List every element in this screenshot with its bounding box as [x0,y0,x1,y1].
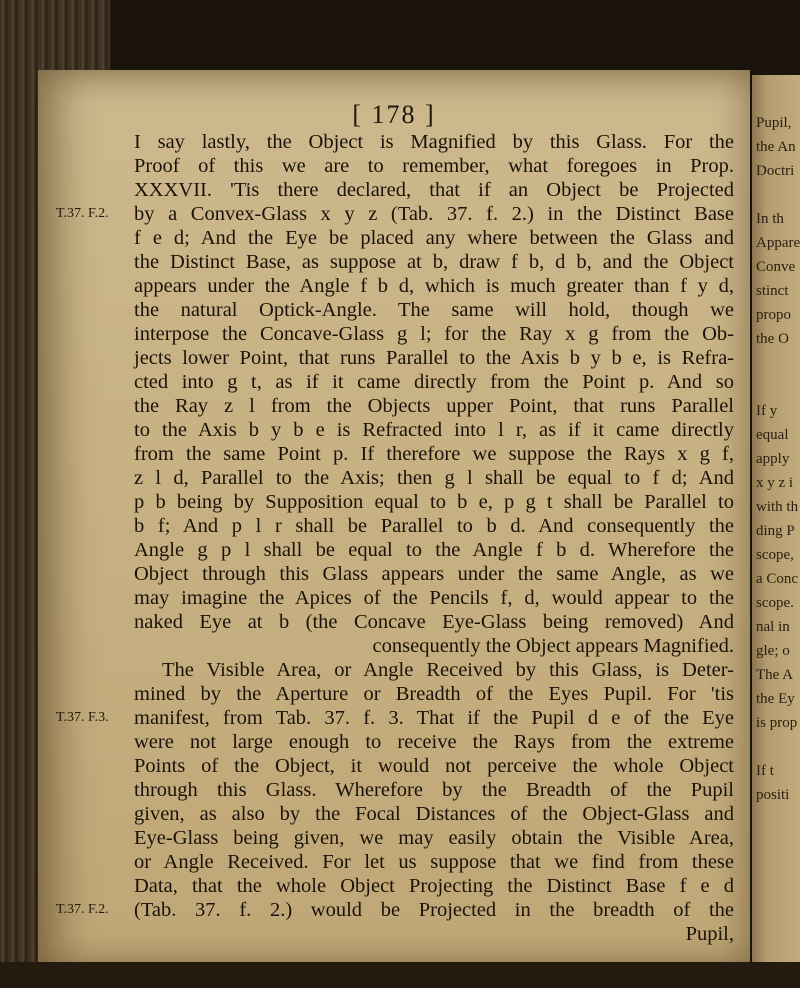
facing-page-fragment: Appare [756,235,800,251]
text-line: may imagine the Apices of the Pencils f, d, would appear to the [134,587,734,609]
facing-page-fragment: propo [756,307,791,323]
facing-page-fragment: the O [756,331,789,347]
text-line: XXXVII. 'Tis there declared, that if an Object be Projected [134,179,734,201]
text-line: through this Glass. Wherefore by the Breadth of the Pupil [134,779,734,801]
text-line: Proof of this we are to remember, what foregoes in Prop. [134,155,734,177]
margin-note: T.37. F.2. [56,902,109,917]
facing-page-fragment: apply [756,451,790,467]
text-line: or Angle Received. For let us suppose that we find from these [134,851,734,873]
text-line: from the same Point p. If therefore we suppose the Rays x g f, [134,443,734,465]
text-line: interpose the Concave-Glass g l; for the Ray x g from the Ob- [134,323,734,345]
text-line: The Visible Area, or Angle Received by this Glass, is Deter- [162,659,734,681]
facing-page-fragment: In th [756,211,784,227]
facing-page-fragment: positi [756,787,790,803]
text-line: b f; And p l r shall be Parallel to b d. And consequently the [134,515,734,537]
text-line: z l d, Parallel to the Axis; then g l shall be equal to f d; And [134,467,734,489]
text-line: p b being by Supposition equal to b e, p g t shall be Parallel to [134,491,734,513]
text-line: manifest, from Tab. 37. f. 3. That if the Pupil d e of the Eye [134,707,734,729]
facing-page-fragment: Pupil, [756,115,792,131]
text-line: the Distinct Base, as suppose at b, draw f b, d b, and the Object [134,251,734,273]
facing-page-fragment: is prop [756,715,798,731]
text-line: Angle g p l shall be equal to the Angle f b d. Wherefore the [134,539,734,561]
page-number-header: [ 178 ] [352,100,436,129]
facing-page-fragment: gle; o [756,643,790,659]
text-line: Pupil, [685,923,734,945]
facing-page-fragment: nal in [756,619,790,635]
facing-page-fragment: equal [756,427,789,443]
text-line: by a Convex-Glass x y z (Tab. 37. f. 2.) in the Distinct Base [134,203,734,225]
facing-page-fragment: scope, [756,547,794,563]
facing-page-fragment: scope. [756,595,794,611]
text-line: cted into g t, as if it came directly from the Point p. And so [134,371,734,393]
text-line: Points of the Object, it would not perceive the whole Object [134,755,734,777]
text-line: appears under the Angle f b d, which is much greater than f y d, [134,275,734,297]
facing-page-fragment: Conve [756,259,796,275]
facing-page-fragment: the An [756,139,796,155]
facing-page-fragment: a Conc [756,571,799,587]
facing-page-fragment: x y z i [756,475,794,491]
margin-note: T.37. F.2. [56,206,109,221]
text-line: (Tab. 37. f. 2.) would be Projected in the breadth of the [134,899,734,921]
text-line: given, as also by the Focal Distances of the Object-Glass and [134,803,734,825]
text-line: the Ray z l from the Objects upper Point, that runs Parallel [134,395,734,417]
facing-page-fragment: The A [756,667,794,683]
text-line: to the Axis b y b e is Refracted into l r, as if it came directly [134,419,734,441]
text-line: consequently the Object appears Magnified. [372,635,734,657]
facing-page-fragment: the Ey [756,691,795,707]
facing-page-fragment: stinct [756,283,789,299]
text-line: f e d; And the Eye be placed any where between the Glass and [134,227,734,249]
text-line: jects lower Point, that runs Parallel to the Axis b y b e, is Refra- [134,347,734,369]
text-line: Eye-Glass being given, we may easily obtain the Visible Area, [134,827,734,849]
bottom-shadow [0,962,800,988]
facing-page-fragment: ding P [756,523,795,539]
facing-page-fragment: with th [756,499,799,515]
facing-page-fragment: Doctri [756,163,795,179]
facing-page-fragment: If t [756,763,774,779]
page-body [134,130,734,946]
text-line: mined by the Aperture or Breadth of the Eyes Pupil. For 'tis [134,683,734,705]
text-line: were not large enough to receive the Rays from the extreme [134,731,734,753]
text-line: the natural Optick-Angle. The same will hold, though we [134,299,734,321]
margin-note: T.37. F.3. [56,710,109,725]
text-line: Data, that the whole Object Projecting the Distinct Base f e d [134,875,734,897]
facing-page [752,75,800,965]
book-page [38,70,750,970]
text-line: I say lastly, the Object is Magnified by this Glass. For the [134,131,734,153]
text-line: naked Eye at b (the Concave Eye-Glass being removed) And [134,611,734,633]
text-line: Object through this Glass appears under the same Angle, as we [134,563,734,585]
facing-page-fragment: If y [756,403,778,419]
